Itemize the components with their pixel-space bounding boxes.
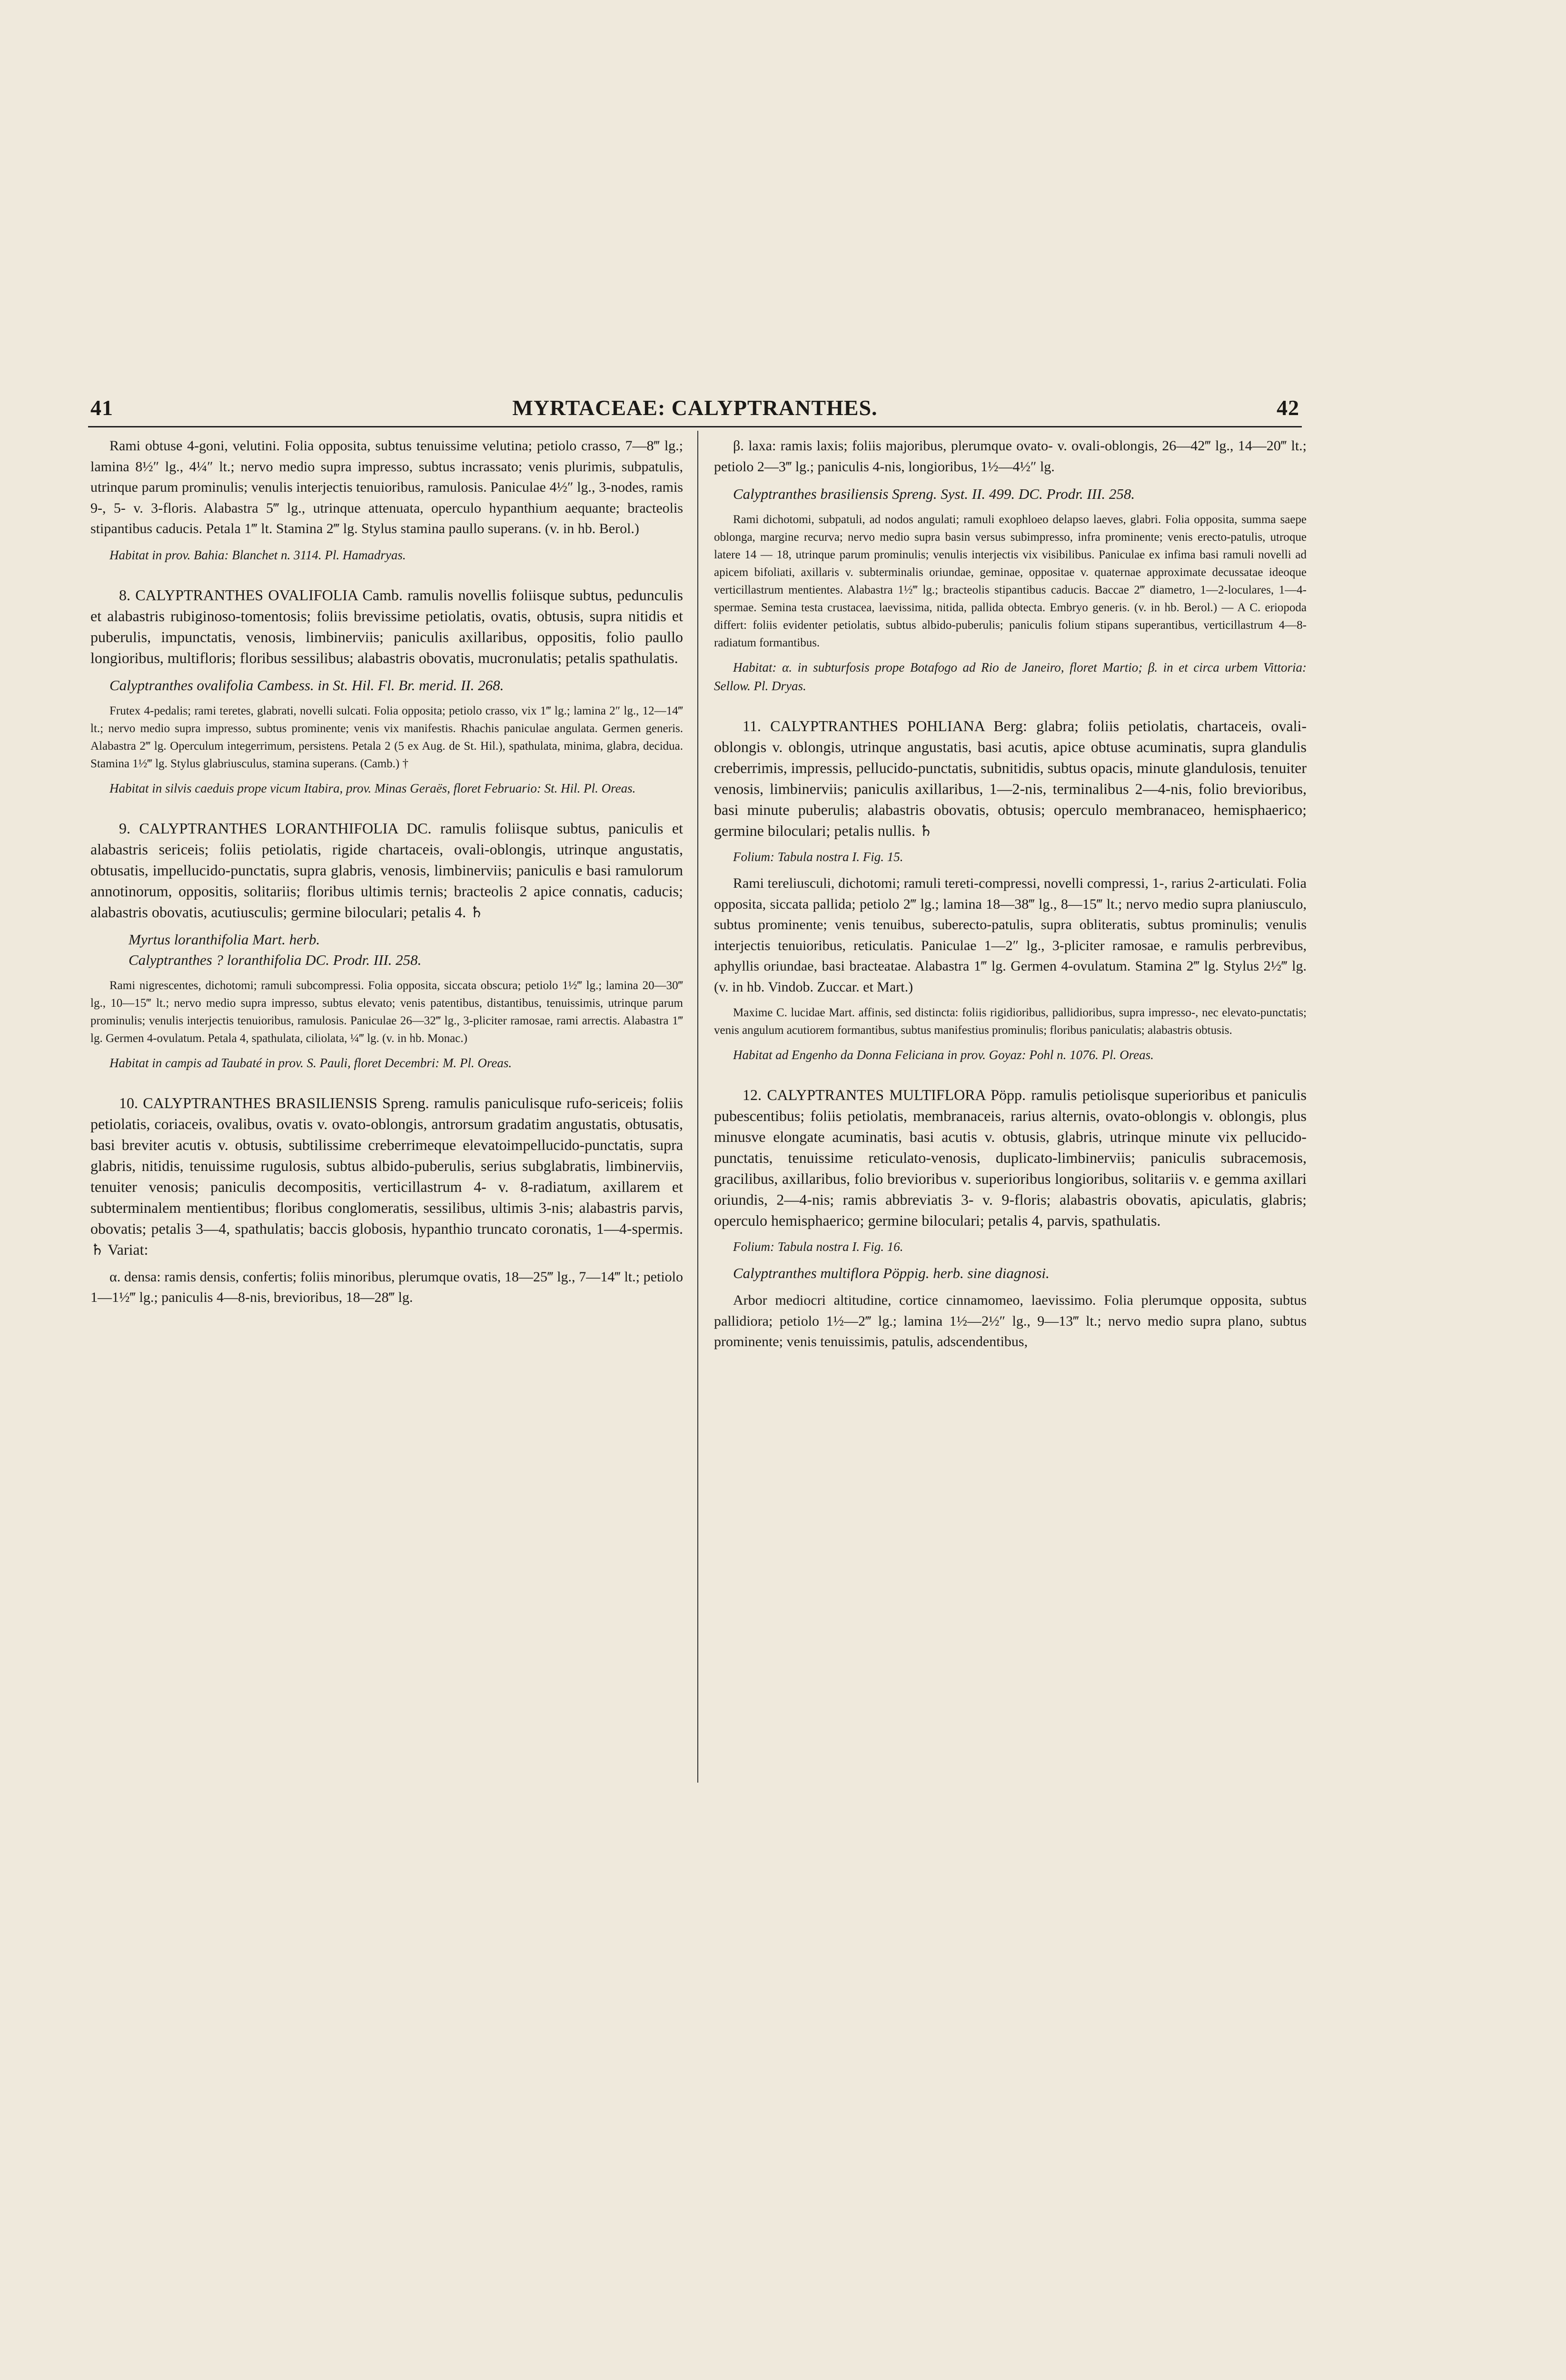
synonym: Myrtus loranthifolia Mart. herb. (129, 931, 320, 948)
header-rule (88, 426, 1302, 427)
habitat-note: Habitat in campis ad Taubaté in prov. S. Pauli, floret Decembri: M. Pl. Oreas. (109, 1055, 512, 1070)
column-divider (697, 431, 698, 1783)
synonym: Calyptranthes multiflora Pöppig. herb. sine diagnosi. (733, 1265, 1050, 1281)
description-detail: Rami dichotomi, subpatuli, ad nodos angulati; ramuli exophloeo delapso laeves, glabri. Folia opposita, summa saepe oblonga, margine recurva; nervo medio supra basin versus subimpresso, infra prominente; venis erecto-patulis, utroque latere 14 — 18, utrinque parum prominulis; venulis interjectis vix visibilibus. Paniculae ex infima basi ramuli novelli ad apicem bifoliati, axillaris v. subterminalis oriundae, geminae, oppositae v. quaternae approximate decussatae ideoque verticillastrum mentientes. Alabastra 1½‴ lg.; bracteolis stipantibus caducis. Baccae 2‴ diametro, 1—2-loculares, 1—4-spermae. Semina testa crustacea, laevissima, nitida, pallida obtecta. Embryo generis. (v. in hb. Berol.) — A C. eriopoda differt: foliis evidenter petiolatis, subtus albido-puberulis; paniculis folium stipans superantibus, verticillastrum 4—8-radiatum formantibus. (714, 513, 1307, 649)
species-entry-10: 10. CALYPTRANTHES BRASILIENSIS Spreng. ramulis paniculisque rufo-sericeis; foliis petiolatis, coriaceis, ovalibus, ovatis v. ovato-oblongis, antrorsum gradatim angustatis, obtusatis, basi breviter acutis v. obtusis, subtilissime creberrimeque elevatoimpellucido-punctatis, supra glabris, nitidis, tenuissime rugulosis, subtus albido-puberulis, serius subglabratis, limbinerviis, tenuiter venosis; paniculis decompositis, verticillastrum 4- v. 8-radiatum, axillarem et subterminalem mentientibus; floribus conglomeratis, sessilibus, ultimis 3-nis; alabastris parvis, obovatis; petalis 3—4, spathulatis; baccis globosis, hypanthio truncato coronatis, 1—4-spermis. ♄ Variat: (90, 1094, 683, 1258)
running-header (90, 395, 1299, 424)
synonym: Calyptranthes ovalifolia Cambess. in St. Hil. Fl. Br. merid. II. 268. (109, 676, 504, 694)
description-detail: Rami nigrescentes, dichotomi; ramuli subcompressi. Folia opposita, siccata obscura; petiolo 1½‴ lg.; lamina 20—30‴ lg., 10—15‴ lt.; nervo medio supra impresso, subtus elevato; venis patentibus, distantibus, tenuissimis, utrinque parum prominulis; venulis interjectis tenuioribus, ramulosis. Paniculae 26—32‴ lg., 3-pliciter ramosae, rami arrectis. Alabastra 1‴ lg. Germen 4-ovulatum. Petala 4, spathulata, ciliolata, ¼‴ lg. (v. in hb. Monac.) (90, 979, 683, 1045)
running-title: MYRTACEAE: CALYPTRANTHES. (512, 396, 878, 420)
habitat-note: Habitat in prov. Bahia: Blanchet n. 3114. Pl. Hamadryas. (109, 547, 406, 562)
figure-reference: Folium: Tabula nostra I. Fig. 16. (733, 1240, 903, 1254)
page-number-right: 42 (1277, 396, 1299, 420)
figure-reference: Folium: Tabula nostra I. Fig. 15. (733, 850, 903, 864)
species-entry-12: 12. CALYPTRANTES MULTIFLORA Pöpp. ramulis petiolisque superioribus et paniculis pubescentibus; foliis petiolatis, membranaceis, rarius alternis, ovato-oblongis v. oblongis, plus minusve elongate acuminatis, basi acutis v. obtusis, glabris, utrinque minute vix pellucido-punctatis, tenuissime reticulato-venosis, duplicato-limbinerviis; paniculis subracemosis, gracilibus, axillaribus, folio brevioribus v. superioribus longioribus, solitariis v. e gemma axillari oriundis, 2—4-nis; ramis abbreviatis 3- v. 9-floris; alabastris obovatis, apiculatis, glabris; operculo hemisphaerico; germine biloculari; petalis 4, parvis, spathulatis. (714, 1086, 1307, 1229)
right-column (714, 436, 1307, 1352)
synonym: Calyptranthes brasiliensis Spreng. Syst. II. 499. DC. Prodr. III. 258. (733, 486, 1135, 502)
affinity-note: Maxime C. lucidae Mart. affinis, sed distincta: foliis rigidioribus, pallidioribus, supra impresso-, nec elevato-punctatis; venis angulum acutiorem formantibus, subtus manifestius prominulis; floribus paniculatis; alabastris obtusis. (714, 1006, 1307, 1037)
description-detail: Arbor mediocri altitudine, cortice cinnamomeo, laevissimo. Folia plerumque opposita, subtus pallidiora; petiolo 1½—2‴ lg.; lamina 1½—2½″ lg., 9—13‴ lt.; nervo medio supra plano, subtus prominente; venis tenuissimis, patulis, adscendentibus, (714, 1292, 1307, 1349)
habitat-note: Habitat ad Engenho da Donna Feliciana in prov. Goyaz: Pohl n. 1076. Pl. Oreas. (733, 1048, 1154, 1062)
description-detail: Rami tereliusculi, dichotomi; ramuli tereti-compressi, novelli compressi, 1-, rarius 2-articulati. Folia opposita, siccata pallida; petiolo 2‴ lg.; lamina 18—38‴ lg., 8—15‴ lt.; nervo medio supra planiusculo, subtus prominente; venis tenuibus, suberecto-patulis, supra obliteratis, subtus prominulis; venulis interjectis tenuioribus, reticulatis. Paniculae 1—2″ lg., 3-pliciter ramosae, e ramulis perbrevibus, aphyllis oriundae, basi bracteatae. Alabastra 1‴ lg. Germen 4-ovulatum. Stamina 2‴ lg. Stylus 2½‴ lg. (v. in hb. Vindob. Zuccar. et Mart.) (714, 875, 1307, 995)
variety-alpha: α. densa: ramis densis, confertis; foliis minoribus, plerumque ovatis, 18—25‴ lg., 7—14‴ lt.; petiolo 1—1½‴ lg.; paniculis 4—8-nis, brevioribus, 18—28‴ lg. (90, 1269, 683, 1305)
species-entry-9: 9. CALYPTRANTHES LORANTHIFOLIA DC. ramulis foliisque subtus, paniculis et alabastris sericeis; foliis petiolatis, rigide chartaceis, ovali-oblongis, utrinque angustatis, obtusatis, impellucido-punctatis, supra glabris, venosis, limbinerviis; paniculis e basi ramulorum annotinorum, oppositis, solitariis; floribus ultimis ternis; bracteolis 2 apice connatis, caducis; alabastris obovatis, acutiusculis; germine biloculari; petalis 4. ♄ (90, 819, 683, 921)
species-entry-8: 8. CALYPTRANTHES OVALIFOLIA Camb. ramulis novellis foliisque subtus, pedunculis et alabastris rubiginoso-tomentosis; foliis brevissime petiolatis, ovatis, obtusis, supra nitidis et puberulis, impunctatis, venosis, limbinerviis; paniculis axillaribus, oppositis, folio paullo longioribus, multifloris; floribus sessilibus; alabastris obovatis, mucronulatis; petalis spathulatis. (90, 586, 683, 666)
left-column (90, 436, 683, 1308)
synonym: Calyptranthes ? loranthifolia DC. Prodr. III. 258. (129, 951, 422, 968)
variety-beta: β. laxa: ramis laxis; foliis majoribus, plerumque ovato- v. ovali-oblongis, 26—42‴ lg., 14—20‴ lt.; petiolo 2—3‴ lg.; paniculis 4-nis, longioribus, 1½—4½″ lg. (714, 438, 1307, 475)
description-detail: Frutex 4-pedalis; rami teretes, glabrati, novelli sulcati. Folia opposita; petiolo crasso, vix 1‴ lg.; lamina 2″ lg., 12—14‴ lt.; nervo medio supra impresso, subtus prominente; venis vix manifestis. Rhachis paniculae angulata. Germen generis. Alabastra 2‴ lg. Operculum integerrimum, persistens. Petala 2 (5 ex Aug. de St. Hil.), spathulata, minima, glabra, decidua. Stamina 1½‴ lg. Stylus glabriusculus, stamina superans. (Camb.) † (90, 704, 683, 770)
description-paragraph: Rami obtuse 4-goni, velutini. Folia opposita, subtus tenuissime velutina; petiolo crasso, 7—8‴ lg.; lamina 8½″ lg., 4¼″ lt.; nervo medio supra impresso, subtus incrassato; venis plurimis, subpatulis, utrinque parum prominulis; venulis interjectis tenuioribus, ramulosis. Paniculae 4½″ lg., 3-nodes, ramis 9-, 5- v. 3-floris. Alabastra 5‴ lg., utrinque attenuata, operculo hypanthium aequante; bracteolis stipantibus caducis. Petala 1‴ lt. Stamina 2‴ lg. Stylus stamina paullo superans. (v. in hb. Berol.) (90, 438, 683, 536)
page-number-left: 41 (90, 396, 113, 420)
habitat-note: Habitat in silvis caeduis prope vicum Itabira, prov. Minas Geraës, floret Februario: St. Hil. Pl. Oreas. (109, 781, 636, 795)
habitat-note: Habitat: α. in subturfosis prope Botafogo ad Rio de Janeiro, floret Martio; β. in et circa urbem Vittoria: Sellow. Pl. Dryas. (714, 660, 1307, 693)
species-entry-11: 11. CALYPTRANTHES POHLIANA Berg: glabra; foliis petiolatis, chartaceis, ovali-oblongis v. oblongis, utrinque angustatis, basi acutis, apice obtuse acuminatis, supra glandulis creberrimis, impressis, pellucido-punctatis, subnitidis, subtus opacis, minute glandulosis, tenuiter venosis, limbinerviis; paniculis axillaribus, 1—2-nis, terminalibus 2—4-nis, folio brevioribus, basi minute puberulis; alabastris obovatis, obtusis; operculo membranaceo, hemisphaerico; germine biloculari; petalis nullis. ♄ (714, 717, 1307, 839)
